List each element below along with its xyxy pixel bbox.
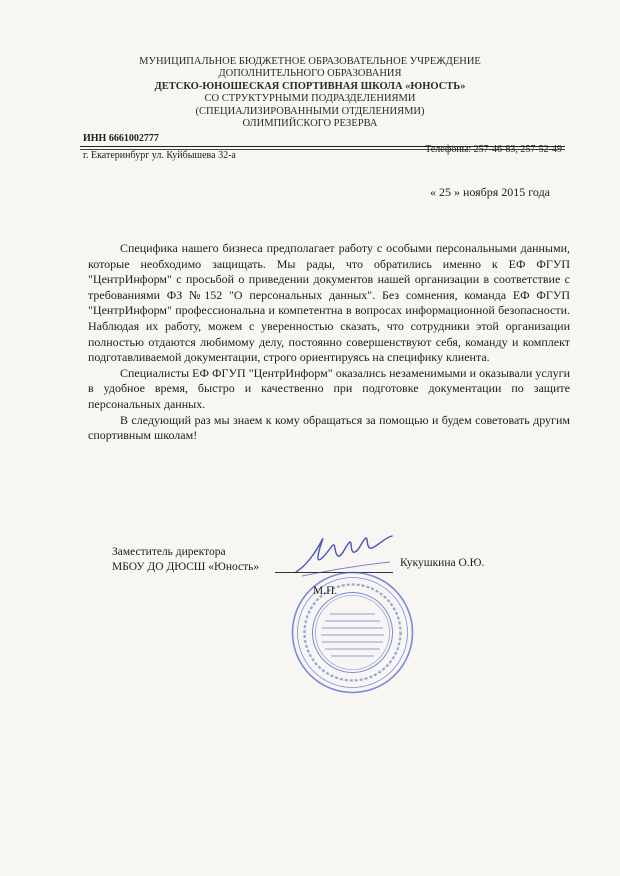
handwritten-signature-icon <box>292 532 397 580</box>
stamp-mark-label: М.П. <box>313 585 338 597</box>
letterhead <box>0 56 620 130</box>
position-line-2: МБОУ ДО ДЮСШ «Юность» <box>112 561 260 573</box>
position-line-1: Заместитель директора <box>112 546 226 558</box>
signatory-position <box>112 545 259 575</box>
official-stamp-icon <box>290 570 415 695</box>
org-line-3: ДЕТСКО-ЮНОШЕСКАЯ СПОРТИВНАЯ ШКОЛА «ЮНОСТЬ» <box>154 80 466 92</box>
org-line-6: ОЛИМПИЙСКОГО РЕЗЕРВА <box>242 118 378 130</box>
signatory-name: Кукушкина О.Ю. <box>400 557 485 569</box>
paragraph-2: Специалисты ЕФ ФГУП "ЦентрИнформ" оказались незаменимыми и оказывали услуги в удобное время, быстро и качественно при подготовке документации по защите персональных данных. <box>88 365 570 411</box>
org-line-4: СО СТРУКТУРНЫМИ ПОДРАЗДЕЛЕНИЯМИ <box>204 93 416 105</box>
paragraph-3: В следующий раз мы знаем к кому обращаться за помощью и будем советовать другим спортивным школам! <box>88 412 570 443</box>
inn-number: ИНН 6661002777 <box>83 133 159 144</box>
letter-body <box>88 241 570 444</box>
phones: Телефоны: 257-46-83, 257-52-49 <box>425 144 562 155</box>
org-line-2: ДОПОЛНИТЕЛЬНОГО ОБРАЗОВАНИЯ <box>218 68 402 80</box>
org-line-1: МУНИЦИПАЛЬНОЕ БЮДЖЕТНОЕ ОБРАЗОВАТЕЛЬНОЕ УЧРЕЖДЕНИЕ <box>139 56 481 67</box>
org-line-5: (СПЕЦИАЛИЗИРОВАННЫМИ ОТДЕЛЕНИЯМИ) <box>195 105 425 117</box>
letter-date: « 25 » ноября 2015 года <box>429 185 550 199</box>
paragraph-1: Специфика нашего бизнеса предполагает работу с особыми персональными данными, которые необходимо защищать. Мы рады, что обратились именно к ЕФ ФГУП "ЦентрИнформ" с просьбой о приведении документов нашей организации в соответствие с требованиями ФЗ №152 "О персональных данных". Без сомнения, команда ЕФ ФГУП "ЦентрИнформ" профессиональна и компетентна в вопросах информационной безопасности. Наблюдая их работу, можем с уверенностью сказать, что сотрудники этой организации полностью отдаются любимому делу, постоянно совершенствуют себя, команду и комплект подготавливаемой документации, строго ориентируясь на специфику клиента. <box>88 241 570 365</box>
address: г. Екатеринбург ул. Куйбышева 32-а <box>83 150 236 161</box>
